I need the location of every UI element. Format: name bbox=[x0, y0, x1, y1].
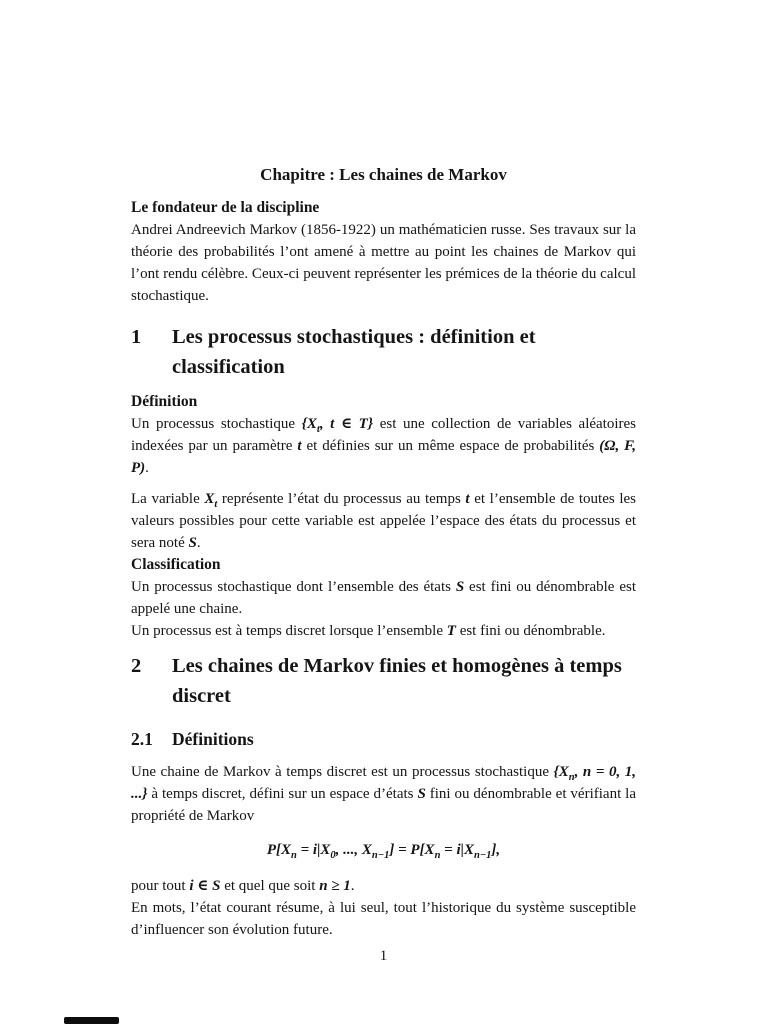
markov-property-equation bbox=[131, 839, 636, 861]
section-2-number: 2 bbox=[131, 655, 142, 677]
math-run: t bbox=[465, 491, 470, 507]
math-run: , ..., X bbox=[335, 842, 372, 858]
math-run: S bbox=[188, 535, 197, 551]
text-run: et quel que soit bbox=[220, 878, 320, 894]
subsection-2-1-heading bbox=[131, 727, 636, 751]
subscript: n bbox=[434, 850, 441, 861]
page-number: 1 bbox=[379, 948, 388, 964]
subscript: t bbox=[316, 424, 320, 435]
classification-heading: Classification bbox=[131, 556, 221, 573]
text-run: Un processus est à temps discret lorsque l’ensemble bbox=[131, 623, 447, 639]
text-run: . bbox=[145, 460, 149, 476]
paragraph-markov-chain bbox=[131, 761, 636, 827]
subscript: n bbox=[568, 772, 575, 783]
text-run: et définies sur un même espace de probabilités bbox=[301, 438, 600, 454]
text-run: est fini ou dénombrable est appelé une chaine. bbox=[131, 579, 636, 617]
paragraph-for-all bbox=[131, 875, 636, 897]
paragraph-definition bbox=[131, 413, 636, 479]
math-run: (Ω, F, P) bbox=[131, 438, 636, 476]
founder-paragraph: Andrei Andreevich Markov (1856-1922) un mathématicien russe. Ses travaux sur la théorie des probabilités l’ont amené à mettre au point les chaines de Markov qui l’ont rendu célèbre. Ceux-ci peuvent représenter les prémices de la théorie du calcul stochastique. bbox=[131, 222, 636, 304]
math-run: , n = 0, 1, ...} bbox=[131, 764, 637, 802]
math-run: = i|X bbox=[440, 842, 474, 858]
math-run: P[X bbox=[266, 842, 292, 858]
document-content bbox=[131, 197, 636, 941]
subscript: n−1 bbox=[473, 850, 492, 861]
math-run: S bbox=[417, 786, 426, 802]
definition-heading: Définition bbox=[131, 393, 198, 410]
text-run: Un processus stochastique bbox=[131, 416, 302, 432]
section-2-heading bbox=[131, 651, 636, 711]
paragraph-classification-2 bbox=[131, 620, 636, 642]
subscript: n bbox=[291, 850, 297, 861]
paragraph-classification-1 bbox=[131, 576, 636, 620]
subsection-2-1-number: 2.1 bbox=[131, 729, 153, 749]
text-run: Une chaine de Markov à temps discret est un processus stochastique bbox=[131, 764, 554, 780]
paragraph-variable bbox=[131, 488, 636, 554]
paragraph-in-words: En mots, l’état courant résume, à lui seul, tout l’historique du système susceptible d’influencer son évolution future. bbox=[131, 900, 636, 938]
math-run: = i|X bbox=[296, 842, 331, 858]
founder-heading: Le fondateur de la discipline bbox=[131, 199, 320, 216]
text-run: . bbox=[350, 878, 355, 894]
text-run: . bbox=[196, 535, 201, 551]
math-run bbox=[204, 491, 218, 510]
text-run: est fini ou dénombrable. bbox=[455, 623, 606, 639]
subscript: t bbox=[214, 499, 218, 510]
text-run: représente l’état du processus au temps bbox=[217, 491, 466, 507]
section-1-heading bbox=[131, 322, 636, 382]
text-run: et l’ensemble de toutes les valeurs possibles pour cette variable est appelée l’espace des états du processus et sera noté bbox=[131, 491, 636, 551]
section-2-title: Les chaines de Markov finies et homogènes à temps discret bbox=[172, 655, 622, 707]
text-run: fini ou dénombrable et vérifiant la propriété de Markov bbox=[131, 786, 637, 824]
math-run: ], bbox=[491, 842, 501, 858]
bottom-bar bbox=[64, 1017, 119, 1024]
subscript: n−1 bbox=[371, 850, 390, 861]
text-run: pour tout bbox=[131, 878, 190, 894]
math-run: t bbox=[297, 438, 302, 454]
text-run: est une collection de variables aléatoires indexées par un paramètre bbox=[131, 416, 637, 454]
text-run: La variable bbox=[131, 491, 205, 507]
section-1-title: Les processus stochastiques : définition et classification bbox=[172, 326, 536, 378]
section-1-number: 1 bbox=[131, 326, 142, 348]
math-run: {X bbox=[301, 416, 317, 432]
math-run: {X bbox=[553, 764, 569, 780]
subsection-2-1-title: Définitions bbox=[172, 729, 254, 749]
math-run: S bbox=[455, 579, 465, 595]
math-run: T bbox=[446, 623, 456, 639]
chapter-title: Chapitre : Les chaines de Markov bbox=[260, 165, 507, 184]
math-run: , t ∈ T} bbox=[319, 416, 374, 432]
text-run: Un processus stochastique dont l’ensemble des états bbox=[131, 579, 456, 595]
subscript: 0 bbox=[330, 850, 336, 861]
math-run: i ∈ S bbox=[189, 878, 221, 894]
math-run bbox=[301, 416, 374, 435]
math-run: ] = P[X bbox=[389, 842, 435, 858]
math-run: X bbox=[204, 491, 215, 507]
math-run: n ≥ 1 bbox=[319, 878, 351, 894]
text-run: à temps discret, défini sur un espace d’états bbox=[147, 786, 418, 802]
